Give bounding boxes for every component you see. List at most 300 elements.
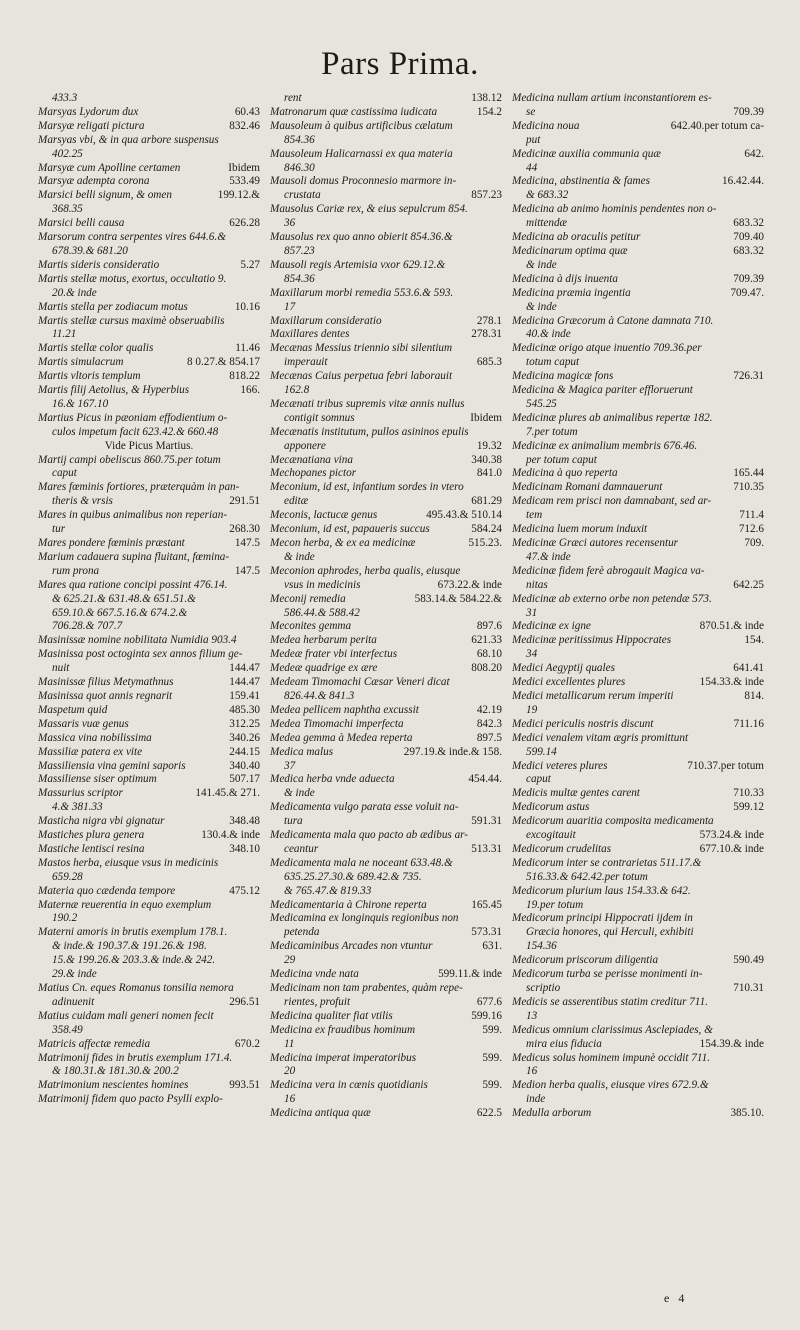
entry-text: Mecænatis institutum, pullos asininos epulis (270, 425, 469, 438)
entry-text: Marsici belli causa (38, 217, 125, 230)
entry-text: 826.44.& 841.3 (284, 689, 355, 702)
entry-reference: 599. (482, 1023, 502, 1036)
index-entry (38, 217, 260, 231)
entry-reference: 475.12 (229, 884, 260, 897)
index-entry (512, 106, 764, 120)
entry-reference: 897.6 (476, 620, 502, 633)
entry-text: Medicorum turba se perisse monimenti in- (512, 968, 703, 981)
entry-reference: 485.30 (229, 703, 260, 716)
index-entry (512, 301, 764, 315)
entry-reference: 154.39.& inde (699, 1037, 764, 1050)
entry-text: Medicaminibus Arcades non vtuntur (270, 940, 433, 953)
entry-text: theris & vrsis (52, 495, 113, 508)
index-entry (270, 815, 502, 829)
entry-reference: 312.25 (229, 717, 260, 730)
entry-text: Medea gemma à Medea reperta (270, 731, 413, 744)
entry-reference: 599. (482, 1079, 502, 1092)
index-entry (270, 926, 502, 940)
index-entry (512, 273, 764, 287)
entry-text: Martis sideris consideratio (38, 258, 160, 271)
index-entry (270, 162, 502, 176)
entry-reference: 710.37.per totum (687, 759, 764, 772)
entry-text: Mechopanes pictor (270, 467, 357, 480)
entry-text: Medicina nullam artium inconstantiorem es- (512, 92, 712, 104)
index-entry (270, 231, 502, 245)
entry-text: Medicinæ ex igne (512, 620, 591, 633)
entry-text: Matrimonium nescientes homines (38, 1079, 189, 1092)
entry-text: Medicina luem morum induxit (512, 523, 648, 536)
entry-text: 190.2 (52, 912, 78, 925)
index-entry (512, 398, 764, 412)
index-entry (270, 607, 502, 621)
index-column-right (512, 92, 764, 1121)
index-entry (38, 301, 260, 315)
entry-text: 20 (284, 1065, 296, 1078)
entry-text: Martis stellæ cursus maximè obseruabilis (38, 314, 225, 327)
entry-text: Medici excellentes plures (512, 676, 626, 689)
index-entry (512, 690, 764, 704)
index-entry (512, 954, 764, 968)
entry-reference: 685.3 (476, 356, 502, 369)
entry-text: Medicina qualiter fiat vtilis (270, 1009, 393, 1022)
index-entry (270, 732, 502, 746)
entry-text: Meconij remedia (270, 592, 346, 605)
entry-text: Matronarum quæ castissima iudicata (270, 105, 438, 118)
entry-text: Marsyæ religati pictura (38, 119, 145, 132)
entry-text: Martis simulacrum (38, 356, 124, 369)
index-entry (38, 1052, 260, 1066)
entry-text: Marsyas vbi, & in qua arbore suspensus (38, 133, 219, 146)
entry-text: Medicorum principi Hippocrati ijdem in (512, 912, 693, 925)
entry-reference: 147.5 (234, 564, 260, 577)
entry-text: totum caput (526, 356, 580, 369)
entry-reference: 278.1 (476, 314, 502, 327)
entry-text: Matricis affectæ remedia (38, 1037, 151, 1050)
entry-text: Massiliense siser optimum (38, 773, 157, 786)
entry-text: Medicinæ Græci autores recensentur (512, 537, 679, 549)
entry-reference: 681.29 (471, 495, 502, 508)
index-entry (512, 912, 764, 926)
index-entry (270, 690, 502, 704)
index-entry (512, 1038, 764, 1052)
entry-text: 20.& inde (52, 286, 97, 299)
index-entry (512, 356, 764, 370)
index-entry (270, 996, 502, 1010)
entry-text: Medicina noua (512, 119, 580, 132)
index-entry (512, 648, 764, 662)
index-entry (270, 189, 502, 203)
index-entry (512, 1093, 764, 1107)
entry-text: Meconium, id est, papaueris succus (270, 523, 430, 536)
entry-reference: 340.40 (229, 759, 260, 772)
entry-text: 368.35 (52, 203, 83, 216)
entry-text: Marsici belli signum, & omen (38, 189, 172, 202)
entry-text: Medicinæ plures ab animalibus repertæ 182. (512, 411, 713, 424)
entry-text: Medulla arborum (512, 1107, 592, 1120)
entry-reference: 297.19.& inde.& 158. (403, 745, 502, 758)
entry-text: Medicamenta vulgo parata esse voluit na- (270, 801, 459, 814)
entry-text: Medicinarum optima quæ (512, 244, 628, 257)
entry-text: Marsyæ cum Apolline certamen (38, 161, 181, 174)
entry-reference: 495.43.& 510.14 (426, 509, 502, 522)
entry-reference: 291.51 (229, 495, 260, 508)
entry-text: Maxillarum morbi remedia 553.6.& 593. (270, 286, 454, 299)
entry-text: Medicinæ ab externo orbe non petendæ 573. (512, 592, 712, 605)
entry-text: Medicinæ fidem ferè abrogauit Magica va- (512, 564, 705, 577)
index-entry (38, 523, 260, 537)
entry-text: 846.30 (284, 161, 315, 174)
entry-text: Mares qua ratione concipi possint 476.14. (38, 578, 228, 591)
index-entry (270, 1052, 502, 1066)
index-entry (270, 1065, 502, 1079)
index-entry (270, 885, 502, 899)
entry-reference: 199.12.& (217, 189, 260, 202)
entry-text: 545.25 (526, 397, 557, 410)
index-entry (38, 537, 260, 551)
entry-text: Matrimonij fides in brutis exemplum 171.4. (38, 1051, 233, 1064)
entry-reference: 710.31 (733, 982, 764, 994)
index-entry (270, 801, 502, 815)
entry-text: nuit (52, 662, 70, 675)
entry-text: Medicina imperat imperatoribus (270, 1051, 417, 1064)
entry-text: Medicina & Magica pariter effloruerunt (512, 384, 693, 397)
entry-text: Medicamina ex longinquis regionibus non (270, 912, 459, 925)
index-entry (38, 162, 260, 176)
index-entry (270, 495, 502, 509)
entry-text: 16 (526, 1065, 538, 1078)
entry-text: Medeæ frater vbi interfectus (270, 648, 398, 661)
index-entry (512, 732, 764, 746)
index-entry (38, 467, 260, 481)
index-entry (38, 454, 260, 468)
index-entry (38, 328, 260, 342)
entry-reference: 842.3 (476, 717, 502, 730)
entry-reference: 154.33.& inde (699, 676, 764, 689)
entry-reference: 19.32 (476, 439, 502, 452)
entry-text: Medicinæ ex animalium membris 676.46. (512, 439, 698, 452)
entry-text: & inde.& 190.37.& 191.26.& 198. (52, 940, 207, 953)
index-entry (512, 565, 764, 579)
entry-text: Marium cadauera supina fluitant, fœmina- (38, 550, 230, 563)
index-entry (270, 175, 502, 189)
entry-reference: 642.40.per totum ca- (670, 119, 764, 132)
index-entry (270, 662, 502, 676)
index-entry (270, 954, 502, 968)
entry-text: Mausoleum à quibus artificibus cælatum (270, 119, 453, 132)
index-entry (270, 342, 502, 356)
index-entry (38, 1065, 260, 1079)
index-entry (38, 370, 260, 384)
index-entry (270, 676, 502, 690)
entry-text: Medeam Timomachi Cæsar Veneri dicat (270, 676, 450, 689)
index-entry (512, 996, 764, 1010)
entry-reference: 166. (240, 384, 260, 397)
index-entry (38, 1024, 260, 1038)
index-entry (38, 746, 260, 760)
entry-text: imperauit (284, 356, 328, 369)
index-entry (38, 899, 260, 913)
entry-text: Maxillarum consideratio (270, 314, 382, 327)
index-entry (38, 871, 260, 885)
index-entry (38, 760, 260, 774)
entry-text: 659.10.& 667.5.16.& 674.2.& (52, 606, 188, 619)
entry-text: 516.33.& 642.42.per totum (526, 870, 648, 883)
index-entry (270, 203, 502, 217)
entry-reference: 709.39 (733, 272, 764, 285)
index-entry (512, 1079, 764, 1093)
entry-reference: 993.51 (229, 1079, 260, 1092)
entry-text: Medicina antiqua quæ (270, 1107, 371, 1120)
entry-reference: 154.2 (476, 105, 502, 118)
entry-reference: 10.16 (234, 300, 260, 313)
entry-text: Mausoli regis Artemisia vxor 629.12.& (270, 258, 446, 271)
entry-reference: 622.5 (476, 1107, 502, 1120)
index-entry (270, 245, 502, 259)
entry-text: 19.per totum (526, 898, 584, 911)
index-entry (270, 773, 502, 787)
index-entry (38, 801, 260, 815)
index-entry (270, 356, 502, 370)
entry-text: caput (52, 467, 77, 480)
index-entry (38, 287, 260, 301)
index-entry (270, 287, 502, 301)
index-entry (512, 940, 764, 954)
entry-reference: 583.14.& 584.22.& (414, 592, 502, 605)
entry-text: & 765.47.& 819.33 (284, 884, 372, 897)
index-entry (270, 899, 502, 913)
entry-text: 154.36 (526, 940, 557, 953)
entry-reference: 818.22 (229, 370, 260, 383)
index-entry (512, 746, 764, 760)
entry-reference: 709.39 (733, 105, 764, 118)
index-entry (38, 315, 260, 329)
entry-text: Medicina à dijs inuenta (512, 272, 618, 285)
entry-reference: 683.32 (733, 244, 764, 257)
entry-text: 11.21 (52, 328, 77, 341)
index-entry (512, 370, 764, 384)
entry-reference: 832.46 (229, 119, 260, 132)
entry-text: 13 (526, 1009, 538, 1022)
index-entry (270, 467, 502, 481)
entry-reference: 513.31 (471, 842, 502, 855)
entry-text: Medicinæ peritissimus Hippocrates (512, 634, 672, 647)
entry-text: 11 (284, 1037, 295, 1050)
entry-text: Mecon herba, & ex ea medicinæ (270, 537, 416, 549)
entry-text: Medicinam Romani damnauerunt (512, 481, 663, 494)
index-entry (512, 620, 764, 634)
index-entry (38, 815, 260, 829)
index-entry (512, 871, 764, 885)
index-entry (512, 287, 764, 301)
entry-text: Martis stella per zodiacum motus (38, 300, 188, 313)
index-entry (270, 259, 502, 273)
entry-reference: 348.10 (229, 842, 260, 855)
entry-reference: 144.47 (229, 662, 260, 675)
entry-reference: 454.44. (468, 773, 502, 786)
index-entry (512, 162, 764, 176)
entry-reference: 515.23. (468, 537, 502, 549)
index-entry (270, 273, 502, 287)
index-entry (512, 899, 764, 913)
entry-text: 706.28.& 707.7 (52, 620, 123, 633)
entry-text: Massurius scriptor (38, 787, 123, 800)
entry-reference: 296.51 (229, 995, 260, 1008)
entry-reference: 841.0 (476, 467, 502, 480)
entry-reference: 710.35 (733, 481, 764, 494)
entry-text: rientes, profuit (284, 995, 351, 1008)
entry-reference: 244.15 (229, 745, 260, 758)
entry-text: Medicina Græcorum à Catone damnata 710. (512, 314, 714, 327)
index-entry (512, 245, 764, 259)
entry-reference: 590.49 (733, 954, 764, 967)
entry-text: Medicorum inter se contrarietas 511.17.& (512, 856, 702, 869)
entry-reference: 8 0.27.& 854.17 (186, 356, 260, 369)
entry-text: Marsyas Lydorum dux (38, 105, 139, 118)
entry-text: Medicam rem prisci non damnabant, sed ar- (512, 495, 712, 508)
index-entry (38, 342, 260, 356)
index-entry (270, 217, 502, 231)
index-entry (512, 718, 764, 732)
entry-text: Mares fœminis fortiores, præterquàm in pan- (38, 481, 240, 494)
index-entry (270, 509, 502, 523)
entry-text: Medicina vnde nata (270, 968, 359, 981)
entry-text: Medicorum plurium laus 154.33.& 642. (512, 884, 691, 897)
entry-text: se (526, 105, 536, 118)
index-entry (38, 579, 260, 593)
index-entry (512, 551, 764, 565)
entry-text: & 625.21.& 631.48.& 651.51.& (52, 592, 196, 605)
page-title: Pars Prima. (321, 46, 479, 82)
index-entry (512, 92, 764, 106)
index-entry (270, 634, 502, 648)
index-entry (512, 328, 764, 342)
entry-reference: 631. (482, 940, 502, 953)
entry-reference: 340.26 (229, 731, 260, 744)
entry-text: 17 (284, 300, 296, 313)
index-entry (38, 690, 260, 704)
entry-text: Medicina ex fraudibus hominum (270, 1023, 416, 1036)
entry-reference: 673.22.& inde (437, 578, 502, 591)
entry-text: Mausoleum Halicarnassi ex qua materia (270, 147, 453, 160)
index-entry (512, 384, 764, 398)
index-entry (270, 843, 502, 857)
entry-text: 34 (526, 648, 538, 661)
entry-text: 635.25.27.30.& 689.42.& 735. (284, 870, 422, 883)
entry-text: Matius Cn. eques Romanus tonsilia nemora (38, 982, 234, 994)
entry-text: Meconion aphrodes, herba qualis, eiusque (270, 564, 461, 577)
entry-text: Matius cuidam mali generi nomen fecit (38, 1009, 214, 1022)
index-entry (512, 259, 764, 273)
entry-reference: 584.24 (471, 523, 502, 536)
entry-text: Medicina ab animo hominis pendentes non o- (512, 203, 717, 216)
entry-reference: 670.2 (234, 1037, 260, 1050)
entry-text: 854.36 (284, 272, 315, 285)
entry-text: & inde (284, 550, 315, 563)
index-entry (38, 885, 260, 899)
entry-text: Marsorum contra serpentes vires 644.6.& (38, 231, 226, 244)
entry-text: 16 (284, 1093, 296, 1106)
index-entry (38, 843, 260, 857)
entry-text: Mecænas Caius perpetua febri laborauit (270, 370, 453, 383)
entry-text: Medici Aegyptij quales (512, 662, 615, 675)
entry-text: & inde (526, 300, 557, 313)
entry-text: Medici venalem vitam ægris promittunt (512, 731, 689, 744)
index-entry (270, 620, 502, 634)
index-entry (270, 328, 502, 342)
index-entry (270, 398, 502, 412)
entry-text: Matrimonij fidem quo pacto Psylli explo- (38, 1093, 223, 1106)
entry-text: 29.& inde (52, 968, 97, 981)
entry-text: editæ (284, 495, 309, 508)
index-entry (512, 495, 764, 509)
entry-text: Materia quo cædenda tempore (38, 884, 176, 897)
entry-text: Meconites gemma (270, 620, 352, 633)
index-entry (38, 1079, 260, 1093)
index-entry (270, 982, 502, 996)
entry-text: mira eius fiducia (526, 1037, 602, 1050)
index-entry (270, 412, 502, 426)
entry-text: Mecænati tribus supremis vitæ annis nullus (270, 397, 465, 410)
entry-reference: 130.4.& inde (201, 829, 260, 842)
entry-text: 586.44.& 588.42 (284, 606, 360, 619)
index-entry (270, 579, 502, 593)
entry-text: Martius Picus in pæoniam effodientium o- (38, 411, 228, 424)
entry-text: Martis vltoris templum (38, 370, 141, 383)
index-entry (512, 1024, 764, 1038)
index-entry (512, 148, 764, 162)
entry-text: & 683.32 (526, 189, 569, 202)
index-entry (512, 523, 764, 537)
index-entry (270, 787, 502, 801)
index-entry (38, 106, 260, 120)
entry-reference: 591.31 (471, 815, 502, 828)
entry-text: Masticha nigra vbi gignatur (38, 815, 165, 828)
entry-reference: 141.45.& 271. (195, 787, 260, 800)
index-entry (38, 648, 260, 662)
entry-text: 19 (526, 703, 538, 716)
entry-text: Medici periculis nostris discunt (512, 717, 654, 730)
index-entry (38, 940, 260, 954)
index-entry (512, 537, 764, 551)
index-entry (512, 203, 764, 217)
entry-text: Medicus solus hominem impunè occidit 711. (512, 1051, 711, 1064)
index-entry (38, 148, 260, 162)
entry-text: contigit somnus (284, 411, 355, 424)
entry-text: Medicinæ auxilia communia quæ (512, 147, 661, 160)
entry-text: 162.8 (284, 384, 310, 397)
index-entry (38, 829, 260, 843)
index-entry (38, 1038, 260, 1052)
index-entry (512, 773, 764, 787)
entry-text: Medici metallicarum rerum imperiti (512, 689, 674, 702)
signature-mark: e 4 (664, 1291, 688, 1305)
entry-reference: 507.17 (229, 773, 260, 786)
entry-text: Medicus omnium clarissimus Asclepiades, & (512, 1023, 713, 1036)
index-entry (38, 259, 260, 273)
index-entry (512, 217, 764, 231)
entry-text: Mausoli domus Proconnesio marmore in- (270, 175, 457, 188)
entry-text: Mastos herba, eiusque vsus in medicinis (38, 856, 219, 869)
index-entry (270, 384, 502, 398)
index-entry (512, 982, 764, 996)
entry-reference: 42.19 (476, 703, 502, 716)
entry-reference: 154. (744, 634, 764, 647)
entry-text: tur (52, 523, 66, 536)
index-entry (270, 704, 502, 718)
index-entry (270, 1107, 502, 1121)
entry-text: Medicinam non tam prabentes, quàm repe- (270, 982, 463, 994)
entry-text: crustata (284, 189, 321, 202)
